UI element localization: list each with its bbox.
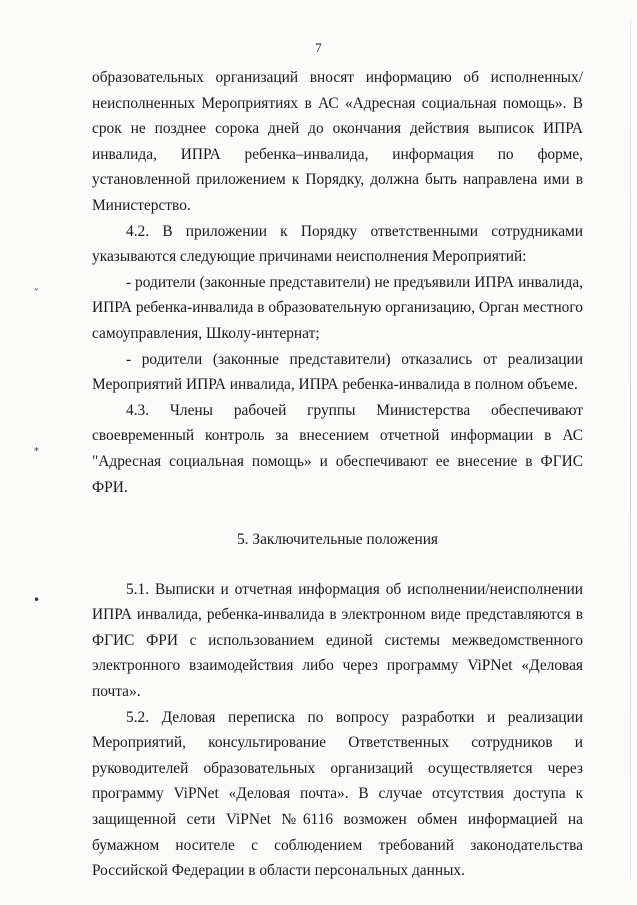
paragraph: 5.2. Деловая переписка по вопросу разработки и реализации Мероприятий, консультирование Ответственных сотрудников и руководителей образовательных организаций осуществляется через программу ViPNet «Деловая почта». В случае отсутствия доступа к защищенной сети ViPNet №6116 возможен обмен информацией на бумажном носителе с соблюдением требований законодательства Российской Федерации в области персональных данных. — [92, 708, 583, 880]
scan-mark: • — [33, 593, 41, 607]
document-body — [92, 65, 583, 884]
page-number: 7 — [315, 40, 322, 55]
paragraph: 4.3. Члены рабочей группы Министерства обеспечивают своевременный контроль за внесением отчетной информации в АС "Адресная социальная помощь» и обеспечивают ее внесение в ФГИС ФРИ. — [92, 401, 583, 496]
paragraph: 5.1. Выписки и отчетная информация об исполнении/неисполнении ИПРА инвалида, ребенка-инвалида в электронном виде представляются в ФГИС ФРИ с использованием единой системы межведомственного электронного взаимодействия либо через программу ViPNet «Деловая почта». — [92, 580, 583, 701]
paragraph: образовательных организаций вносят информацию об исполненных/неисполненных Мероприятиях в АС «Адресная социальная помощь». В срок не позднее сорока дней до окончания действия выписок ИПРА инвалида, ИПРА ребенка–инвалида, информация по форме, установленной приложением к Порядку, должна быть направлена ими в Министерство. — [92, 69, 583, 214]
scan-edge-line — [630, 20, 631, 880]
paragraph: 4.2. В приложении к Порядку ответственными сотрудниками указываются следующие причинами неисполнения Мероприятий: — [92, 222, 583, 266]
scan-mark: ⁎ — [34, 443, 39, 454]
section-heading: 5. Заключительные положения — [236, 531, 439, 549]
paragraph: - родители (законные представители) не предъявили ИПРА инвалида, ИПРА ребенка-инвалида в образовательную организацию, Орган местного самоуправления, Школу-интернат; — [92, 273, 583, 342]
scan-mark: ˅ — [34, 288, 39, 299]
paragraph: - родители (законные представители) отказались от реализации Мероприятий ИПРА инвалида, ИПРА ребенка-инвалида в полном объеме. — [92, 350, 583, 394]
